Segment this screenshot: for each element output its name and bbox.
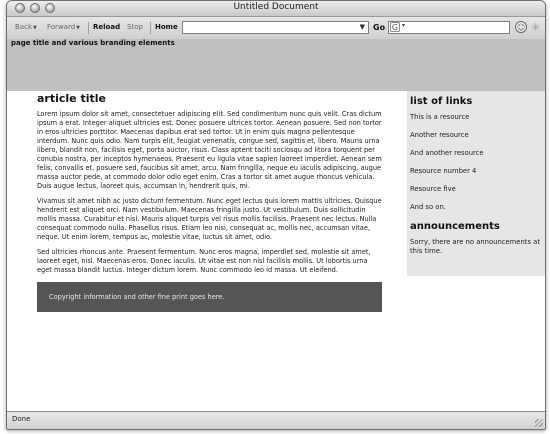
branding-text: page title and various branding elements <box>11 39 175 47</box>
sidebar-link[interactable]: This is a resource <box>410 113 470 121</box>
sidebar-link[interactable]: Resource five <box>410 185 456 193</box>
page-footer: Copyright information and other fine print goes here. <box>37 282 382 312</box>
stop-button[interactable]: Stop <box>127 23 143 31</box>
resize-grip-icon[interactable] <box>535 419 543 427</box>
address-bar[interactable] <box>182 21 369 34</box>
go-button[interactable]: Go <box>373 23 386 32</box>
status-bar <box>7 411 545 429</box>
back-dropdown-icon: ▼ <box>33 25 37 31</box>
page-content <box>7 39 545 406</box>
sidebar-link[interactable]: And another resource <box>410 149 484 157</box>
announcements-heading: announcements <box>410 221 500 232</box>
toolbar-separator <box>150 22 151 34</box>
article-paragraph: Vivamus sit amet nibh ac justo dictum fermentum. Nunc eget lectus quis lorem mattis ultricies. Quisque hendrerit est aliquet orci. Nam vestibulum. Maecenas fringilla justo. Ut vestibulum. Duis sollicitudin mollis massa. Curabitur et nisl. Mauris aliquet turpis vel risus mollis facilisis. Praesent nec lectus. Nulla consequat commodo nulla. Phasellus risus. Etiam leo nisi, consequat ac, mollis nec, accumsan vitae, neque. Ut enim lorem, tempus ac, molestie vitae, luctus sit amet, odio. <box>37 197 382 241</box>
forward-label: Forward <box>47 23 76 31</box>
home-button[interactable]: Home <box>155 23 178 31</box>
article-paragraph: Lorem ipsum dolor sit amet, consectetuer adipiscing elit. Sed condimentum nunc quis velit. Cras dictum ipsum a erat. Integer aliquet ultricies est. Donec posuere ultrices tortor. Aenean posuere. Sed non tortor in eros ultricies porttitor. Maecenas dapibus erat sed tortor. Ut in enim quis magna pellentesque interdum. Nunc quis odio. Nam turpis elit, feugiat venenatis, congue sed, sagittis et, libero. Mauris urna libero, blandit non, facilisis eget, porta auctor, risus. Class aptent taciti sociosqu ad litora torquent per conubia nostra, per inceptos hymenaeos. Praesent eu ligula vitae sapien laoreet imperdiet. Aenean sem felis, convallis et, posuere sed, faucibus sit amet, arcu. Nam fringilla, neque eu iaculis adipiscing, augue massa auctor pede, at commodo dolor odio eget enim. Cras a tortor sit amet augue rhoncus vehicula. Duis augue lectus, laoreet quis, accumsan in, hendrerit quis, mi. <box>37 110 382 190</box>
browser-toolbar <box>7 17 545 40</box>
window-title: Untitled Document <box>233 2 319 12</box>
sidebar <box>407 91 545 276</box>
links-heading: list of links <box>410 96 473 107</box>
browser-window <box>6 0 546 430</box>
search-engine-dropdown-icon[interactable]: ▾ <box>402 22 406 29</box>
title-bar <box>7 1 545 17</box>
page-header <box>7 39 545 91</box>
article-paragraph: Sed ultricies rhoncus ante. Praesent fermentum. Nunc eros magna, imperdiet sed, molestie sit amet, laoreet eget, nisl. Maecenas eros. Donec iaculis. Ut vitae est non nisl facilisis mollis. Ut lobortis urna eget massa blandit luctus. Integer dictum lorem. Nunc commodo leo id massa. Ut eleifend. <box>37 248 371 274</box>
main-article <box>37 91 382 312</box>
address-dropdown-icon[interactable]: ▼ <box>359 23 365 31</box>
sidebar-link[interactable]: Resource number 4 <box>410 167 477 175</box>
search-engine-icon[interactable]: G <box>391 23 399 32</box>
forward-button[interactable] <box>47 23 80 31</box>
forward-dropdown-icon: ▼ <box>76 25 81 31</box>
sidebar-link[interactable]: Another resource <box>410 131 469 139</box>
article-title: article title <box>37 92 106 105</box>
smiley-icon[interactable]: ☺ <box>516 23 526 32</box>
sidebar-link[interactable]: And so on. <box>410 203 446 211</box>
back-button[interactable] <box>15 23 37 31</box>
status-text: Done <box>12 415 31 423</box>
reload-button[interactable]: Reload <box>93 23 121 31</box>
activity-spinner-icon: ✳ <box>531 21 541 34</box>
announcements-text: Sorry, there are no announcements at this time. <box>410 238 540 255</box>
toolbar-separator <box>88 22 89 34</box>
search-input[interactable] <box>388 21 510 34</box>
back-label: Back <box>15 23 32 31</box>
